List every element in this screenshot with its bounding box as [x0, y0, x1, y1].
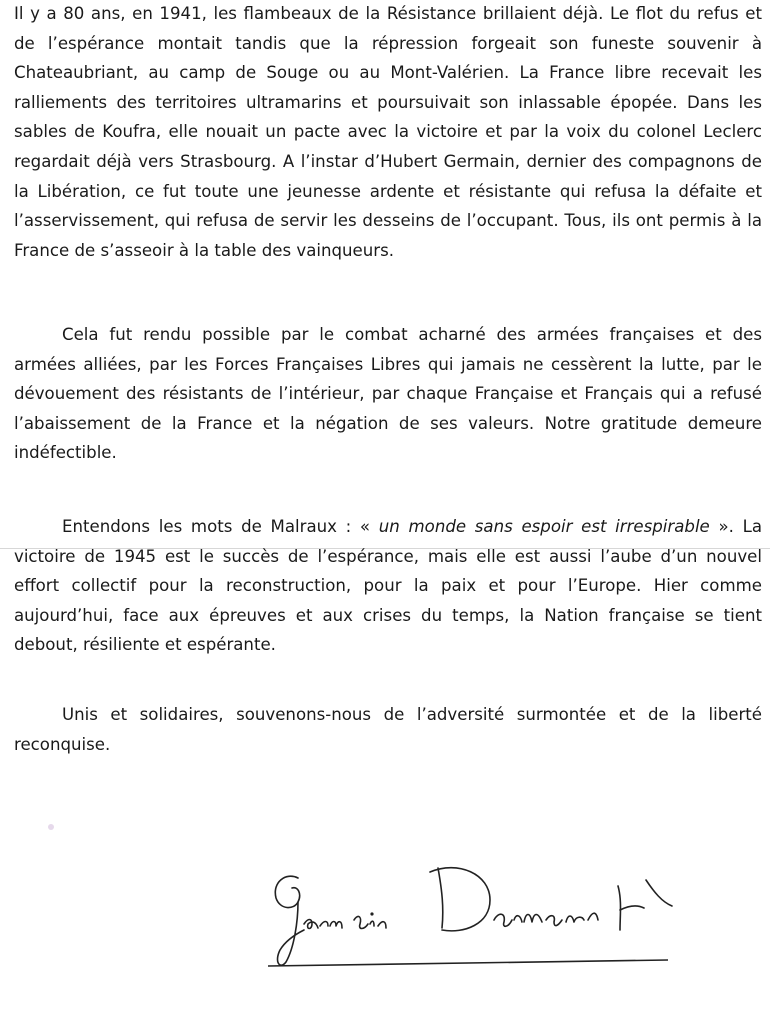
paragraph-2 [14, 320, 762, 468]
paragraph-4 [14, 700, 762, 759]
paragraph-2-text: Cela fut rendu possible par le combat acharné des armées françaises et des armées alliées, par les Forces Françaises Libres qui jamais ne cessèrent la lutte, par le dévouement des résistants de l’intérieur, par chaque Française et Français qui a refusé l’abaissement de la France et la négation de ses valeurs. Notre gratitude demeure indéfectible. [14, 325, 762, 463]
handwritten-signature [258, 850, 698, 970]
paragraph-3 [14, 512, 762, 660]
paragraph-4-text: Unis et solidaires, souvenons-nous de l’adversité surmontée et de la liberté reconquise. [14, 705, 762, 754]
paragraph-3-text-after: ». La victoire de 1945 est le succès de l’espérance, mais elle est aussi l’aube d’un nouvel effort collectif pour la reconstruction, pour la paix et pour l’Europe. Hier comme aujourd’hui, face aux épreuves et aux crises du temps, la Nation française se tient debout, résiliente et espérante. [14, 517, 762, 655]
scan-artifact-speck [48, 824, 54, 830]
paragraph-1 [14, 0, 762, 265]
paragraph-1-text: Il y a 80 ans, en 1941, les flambeaux de la Résistance brillaient déjà. Le flot du refus et de l’espérance montait tandis que la répression forgeait son funeste souvenir à Chateaubriant, au camp de Souge ou au Mont-Valérien. La France libre recevait les ralliements des territoires ultramarins et poursuivait son inlassable épopée. Dans les sables de Koufra, elle nouait un pacte avec la victoire et par la voix du colonel Leclerc regardait déjà vers Strasbourg. A l’instar d’Hubert Germain, dernier des compagnons de la Libération, ce fut toute une jeunesse ardente et résistante qui refusa la défaite et l’asservissement, qui refusa de servir les desseins de l’occupant. Tous, ils ont permis à la France de s’asseoir à la table des vainqueurs. [14, 4, 762, 260]
paragraph-3-text-before: Entendons les mots de Malraux : « [62, 517, 379, 536]
malraux-quote: un monde sans espoir est irrespirable [378, 517, 710, 536]
